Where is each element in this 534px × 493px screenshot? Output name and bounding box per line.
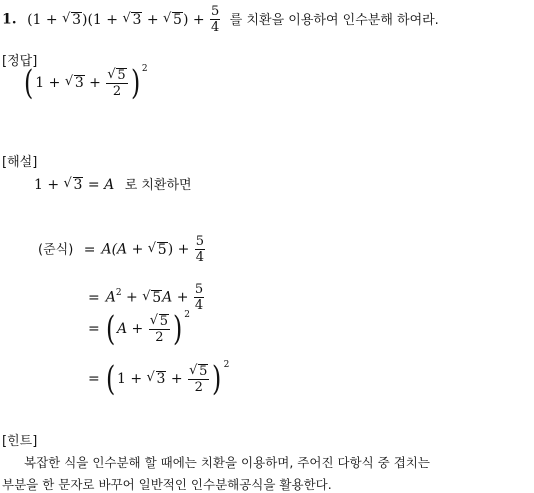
hint-line-2: 부분을 한 문자로 바꾸어 일반적인 인수분해공식을 활용한다. bbox=[2, 477, 332, 492]
problem-expression: (1 + √ 3)(1 + √ 3 + √ 5) + $\frac{5}{4}$ bbox=[27, 12, 226, 28]
answer-expression: ( 1 + √ 3 + √ $\frac{5}{2}$ ) $^2$ bbox=[22, 66, 148, 100]
problem-number: 1. bbox=[2, 11, 17, 28]
derivation-line-2: = $A^2$ + √ 5A + $\frac{5}{4}$ bbox=[88, 282, 205, 313]
answer-label: [정답] bbox=[2, 54, 38, 69]
hint-line-1: 복잡한 식을 인수분해 할 때에는 치환을 이용하며, 주어진 다항식 중 겹치는 bbox=[24, 455, 430, 470]
derivation-line-4: = ( 1 + √ 3 + √ $\frac{5}{2}$ ) $^2$ bbox=[88, 362, 229, 396]
problem-fraction: $\frac{5}{4}$ bbox=[211, 4, 220, 35]
derivation-line-3: = ( A + √ $\frac{5}{2}$ ) $^2$ bbox=[88, 312, 190, 346]
hint-label: [힌트] bbox=[2, 434, 38, 449]
substitution-line: 1 + √ 3 = A 로 치환하면 bbox=[34, 174, 192, 193]
derivation-line-1: (준식) = A(A + √ 5) + $\frac{5}{4}$ bbox=[38, 234, 206, 265]
problem-line bbox=[2, 4, 439, 35]
explanation-label: [해설] bbox=[2, 155, 38, 170]
problem-instruction: 를 치환을 이용하여 인수분해 하여라. bbox=[229, 12, 439, 28]
